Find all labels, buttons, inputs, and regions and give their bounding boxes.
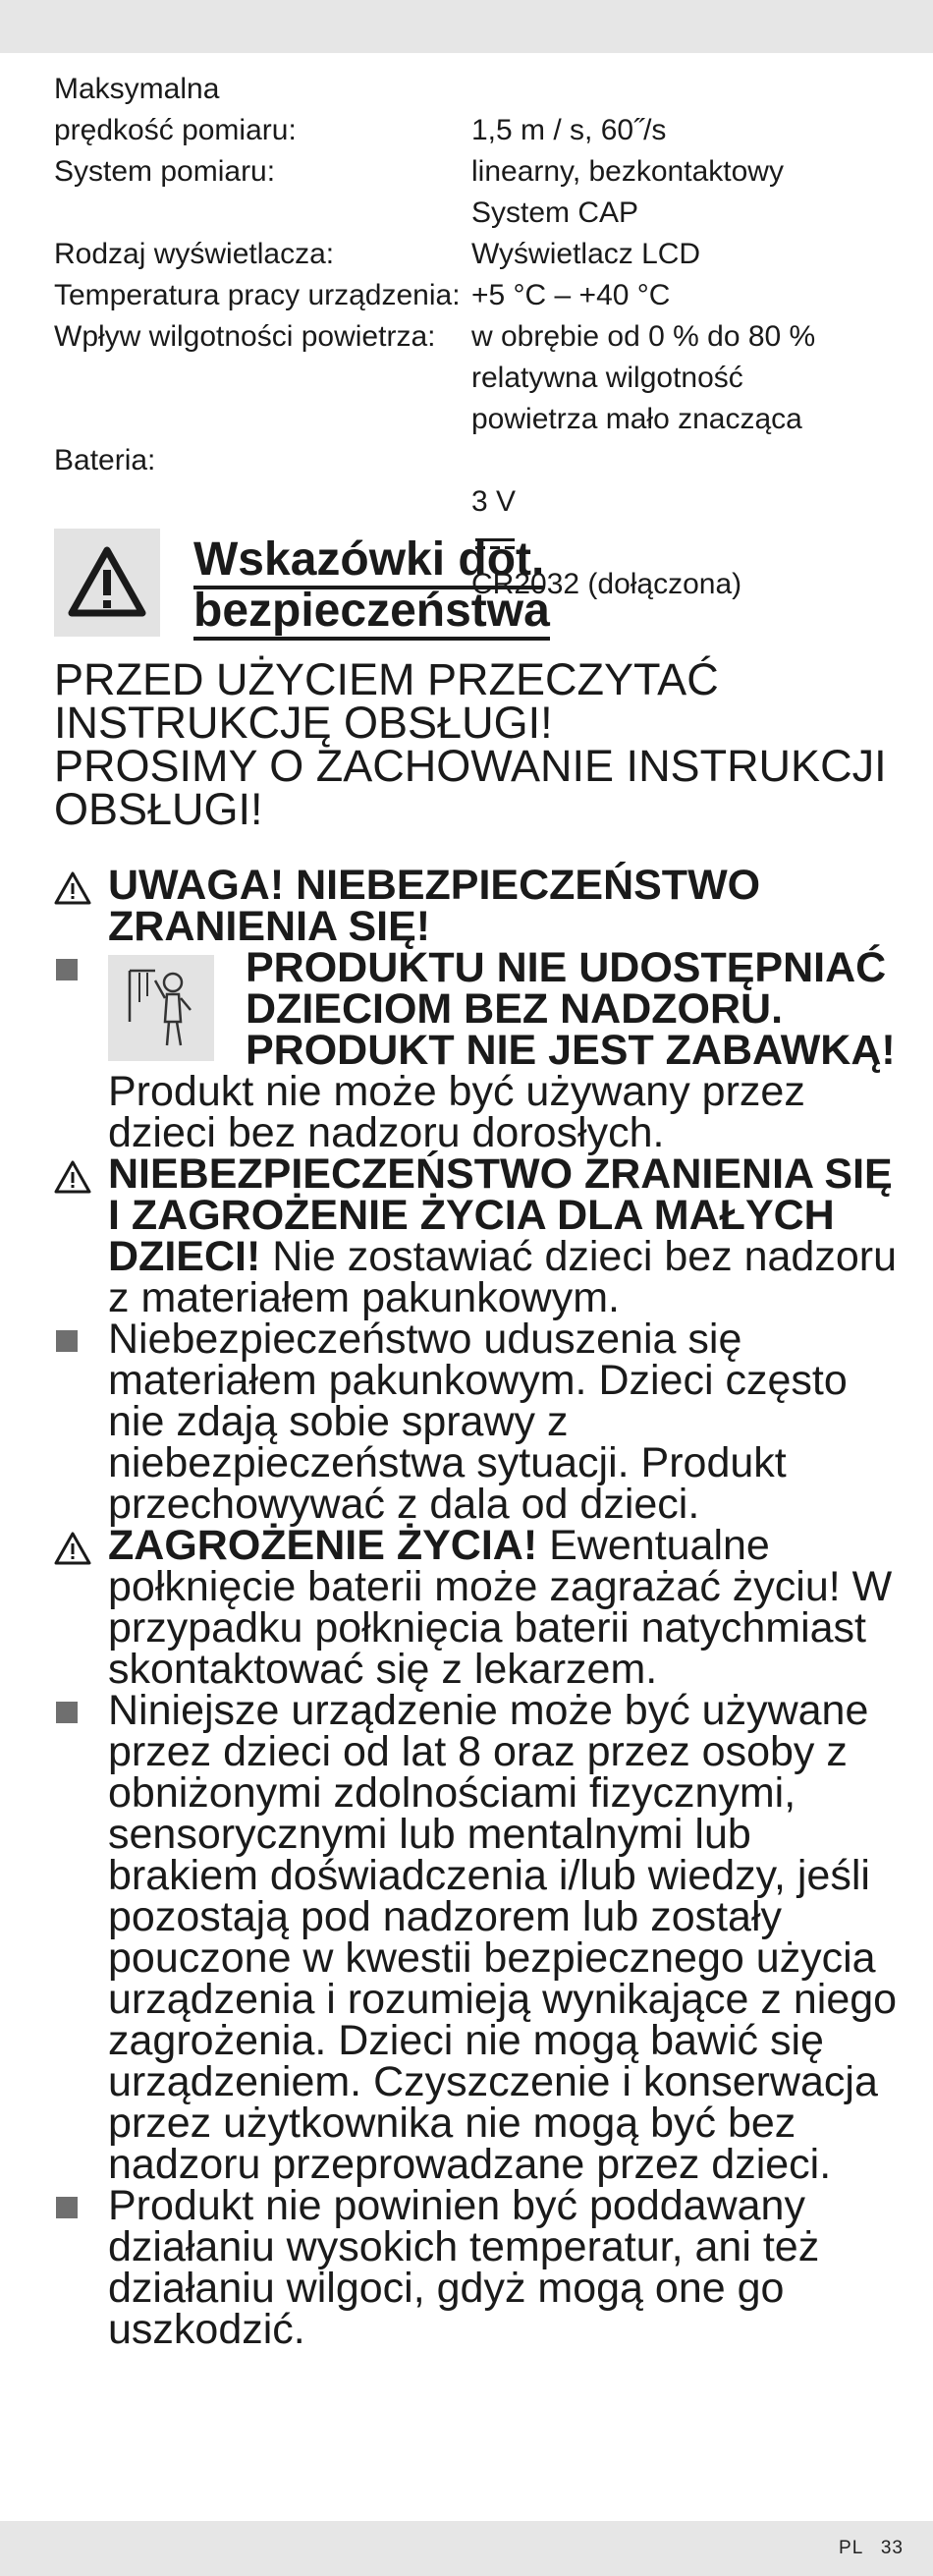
page-number: 33 <box>880 2538 904 2558</box>
battery-voltage: 3 V <box>471 485 517 518</box>
bullet-suffocation <box>54 1316 908 1528</box>
safety-body <box>54 862 908 2353</box>
caps-notice: PRZED UŻYCIEM PRZECZYTAĆ INSTRUKCJĘ OBSŁUGI! PROSIMY O ZACHOWANIE INSTRUKCJI OBSŁUGI! <box>54 654 887 834</box>
child-warning <box>54 944 908 1156</box>
warning-box <box>54 529 160 637</box>
spec-value: Wyświetlacz LCD <box>471 238 701 270</box>
bullet-children-8 <box>54 1687 908 2188</box>
bullet-temperature <box>54 2182 908 2353</box>
spec-label: System pomiaru: <box>54 155 276 188</box>
spec-label: Rodzaj wyświetlacza: <box>54 238 335 270</box>
spec-row <box>54 316 899 440</box>
bullet-square <box>56 2197 78 2218</box>
warning-small-children-text: Nie zostawiać dzieci bez nadzoru z materiałem pakunkowym. <box>108 1233 897 1321</box>
bullet-children-8-text: Niniejsze urządzenie może być używane przez dzieci od lat 8 oraz przez osoby z obniżonymi zdolnościami fizycznymi, sensorycznymi lub mentalnymi lub brakiem doświadczenia i/lub wiedzy, jeśli pozostają pod nadzorem lub zostały pouczone w kwestii bezpiecznego użycia urządzenia i rozumieją wynikające z niego zagrożenia. Dzieci nie mogą bawić się urządzeniem. Czyszczenie i konserwacja przez użytkownika nie mogą być bez nadzoru przeprowadzane przez dzieci. <box>108 1687 898 2188</box>
bullet-square <box>56 959 78 980</box>
warning-life <box>54 1522 908 1693</box>
safety-title-text: Wskazówki dot. bezpieczeństwa <box>193 533 550 641</box>
bullet-suffocation-text: Niebezpieczeństwo uduszenia się materiałem pakunkowym. Dzieci często nie zdają sobie sprawy z niebezpieczeństwa sytuacji. Produkt przechowywać z dala od dzieci. <box>108 1316 848 1528</box>
spec-value: 1,5 m / s, 60˝/s <box>471 114 667 146</box>
header-band <box>0 0 933 53</box>
warning-life-bold: ZAGROŻENIE ŻYCIA! <box>108 1522 538 1569</box>
spec-value: linearny, bezkontaktowy System CAP <box>471 155 784 229</box>
child-row <box>108 944 908 1074</box>
child-warning-bold: PRODUKTU NIE UDOSTĘPNIAĆ DZIECIOM BEZ NADZORU. PRODUKT NIE JEST ZABAWKĄ! <box>246 944 896 1074</box>
child-hazard-image <box>108 955 214 1061</box>
child-warning-text: Produkt nie może być używany przez dzieci bez nadzoru dorosłych. <box>108 1068 805 1156</box>
spec-label: Bateria: <box>54 444 156 476</box>
spec-label: Wpływ wilgotności powietrza: <box>54 320 436 353</box>
warning-triangle-icon <box>68 546 146 617</box>
warning-injury-text: UWAGA! NIEBEZPIECZEŃSTWO ZRANIENIA SIĘ! <box>108 862 761 950</box>
spec-value: w obrębie od 0 % do 80 % relatywna wilgotność powietrza mało znacząca <box>471 320 816 435</box>
bullet-square <box>56 1702 78 1723</box>
warning-triangle-icon <box>54 1160 91 1194</box>
warning-injury <box>54 862 908 950</box>
warning-life-text: Ewentualne połknięcie baterii może zagrażać życiu! W przypadku połknięcia baterii natychmiast skontaktować się z lekarzem. <box>108 1522 893 1693</box>
spec-label: Maksymalna prędkość pomiaru: <box>54 73 297 146</box>
language-code: PL <box>839 2538 863 2558</box>
spec-table <box>54 69 899 605</box>
page-footer <box>827 2521 904 2576</box>
battery-type: CR2032 (dołączona) <box>471 568 742 600</box>
warning-triangle-icon <box>54 1532 91 1565</box>
spec-row <box>54 69 899 151</box>
safety-title <box>193 534 685 637</box>
spec-row <box>54 151 899 234</box>
spec-label: Temperatura pracy urządzenia: <box>54 279 461 311</box>
warning-small-children <box>54 1150 908 1321</box>
spec-row <box>54 275 899 316</box>
spec-value: +5 °C – +40 °C <box>471 279 671 311</box>
spec-row <box>54 234 899 275</box>
child-icon <box>120 963 202 1053</box>
footer-band <box>0 2521 933 2576</box>
bullet-temperature-text: Produkt nie powinien być poddawany działaniu wysokich temperatur, ani też działaniu wilgoci, gdyż mogą one go uszkodzić. <box>108 2182 820 2353</box>
warning-small-children-bold: NIEBEZPIECZEŃSTWO ZRANIENIA SIĘ I ZAGROŻENIE ŻYCIA DLA MAŁYCH DZIECI! <box>108 1150 893 1280</box>
bullet-square <box>56 1330 78 1352</box>
warning-triangle-icon <box>54 871 91 905</box>
